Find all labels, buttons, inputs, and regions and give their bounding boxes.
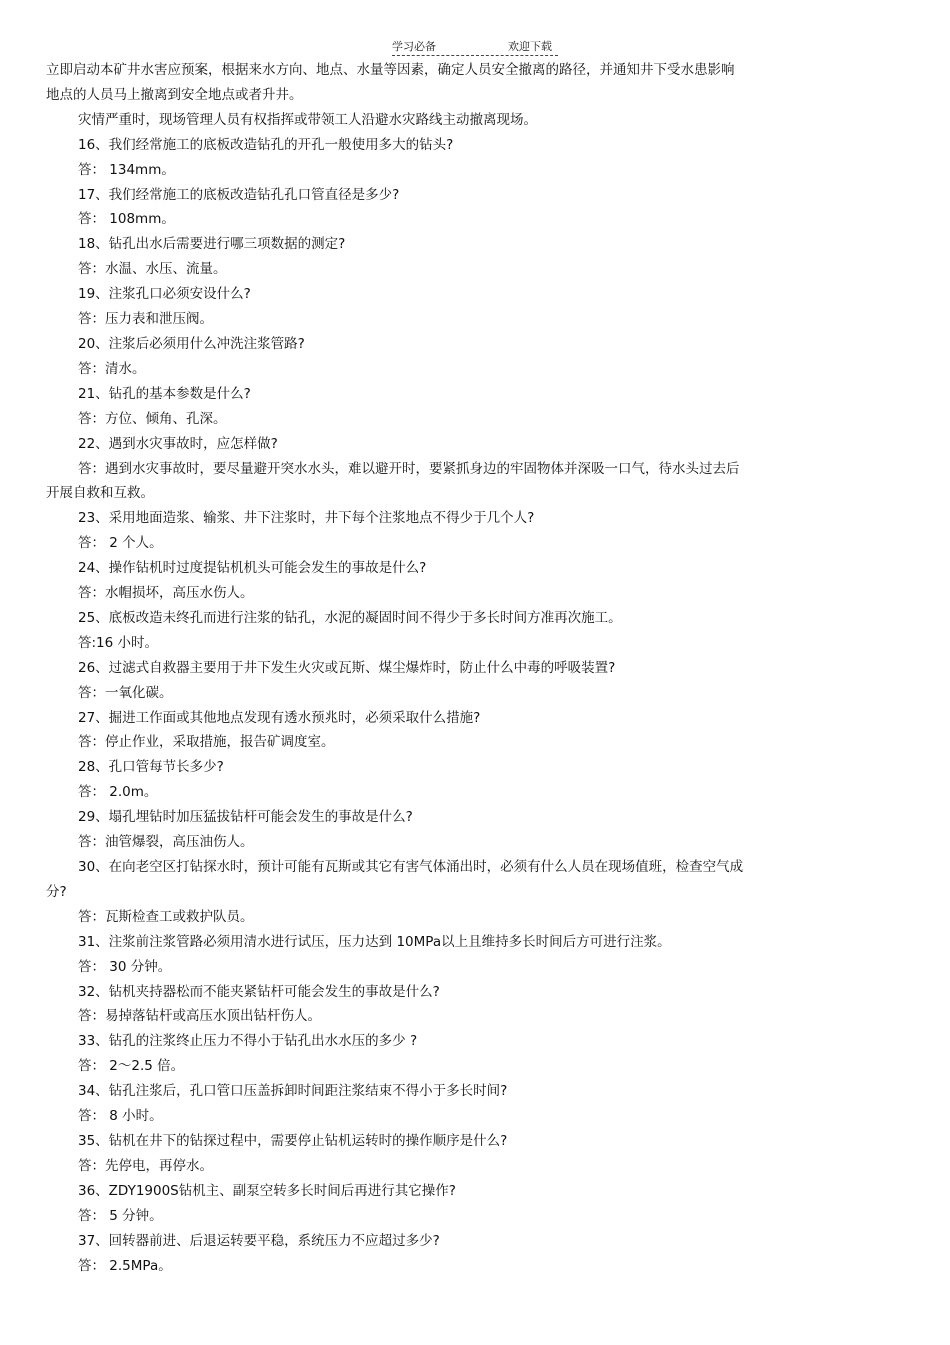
question-line: 18、钻孔出水后需要进行哪三项数据的测定? xyxy=(78,236,346,253)
answer-line: 答：一氧化碳。 xyxy=(78,684,173,701)
question-line: 29、塌孔埋钻时加压猛拔钻杆可能会发生的事故是什么? xyxy=(78,809,413,826)
question-line: 19、注浆孔口必须安设什么? xyxy=(78,286,251,303)
answer-line: 答：水温、水压、流量。 xyxy=(78,261,227,278)
question-line: 16、我们经常施工的底板改造钻孔的开孔一般使用多大的钻头? xyxy=(78,136,454,153)
answer-line: 答： 2～2.5 倍。 xyxy=(78,1058,185,1075)
question-line: 30、在向老空区打钻探水时，预计可能有瓦斯或其它有害气体涌出时，必须有什么人员在现场值班，检查空气成 xyxy=(78,859,744,875)
question-line: 17、我们经常施工的底板改造钻孔孔口管直径是多少? xyxy=(78,186,400,203)
text-line: 地点的人员马上撤离到安全地点或者升井。 xyxy=(46,86,303,103)
answer-line: 答： 2.0m。 xyxy=(78,784,158,801)
header-right-text: 欢迎下载 xyxy=(508,40,552,53)
answer-line: 答： 108mm。 xyxy=(78,211,175,228)
answer-line: 答：遇到水灾事故时，要尽量避开突水水头，难以避开时，要紧抓身边的牢固物体并深吸一口气，待水头过去后 xyxy=(78,460,740,477)
question-line: 21、钻孔的基本参数是什么? xyxy=(78,385,251,402)
answer-line: 答:16 小时。 xyxy=(78,634,159,651)
answer-line: 答：压力表和泄压阀。 xyxy=(78,311,213,328)
question-line-continued: 分? xyxy=(46,883,67,900)
question-line: 25、底板改造未终孔而进行注浆的钻孔，水泥的凝固时间不得少于多长时间方准再次施工。 xyxy=(78,609,622,626)
question-line: 22、遇到水灾事故时，应怎样做? xyxy=(78,435,278,452)
answer-line: 答： 5 分钟。 xyxy=(78,1207,163,1224)
answer-line: 答： 30 分钟。 xyxy=(78,958,172,975)
question-line: 26、过滤式自救器主要用于井下发生火灾或瓦斯、煤尘爆炸时，防止什么中毒的呼吸装置? xyxy=(78,659,616,676)
question-line: 28、孔口管每节长多少? xyxy=(78,759,224,776)
answer-line: 答：易掉落钻杆或高压水顶出钻杆伤人。 xyxy=(78,1008,321,1025)
answer-line: 答： 2 个人。 xyxy=(78,535,163,552)
text-line: 立即启动本矿井水害应预案，根据来水方向、地点、水量等因素，确定人员安全撤离的路径，并通知井下受水患影响 xyxy=(46,62,735,78)
text-line: 灾情严重时，现场管理人员有权指挥或带领工人沿避水灾路线主动撤离现场。 xyxy=(78,111,537,128)
answer-line: 答：清水。 xyxy=(78,360,146,377)
page-header xyxy=(392,40,562,56)
question-line: 32、钻机夹持器松而不能夹紧钻杆可能会发生的事故是什么? xyxy=(78,983,440,1000)
answer-line: 答： 8 小时。 xyxy=(78,1108,163,1125)
answer-line: 答： 134mm。 xyxy=(78,161,175,178)
answer-line: 答：方位、倾角、孔深。 xyxy=(78,410,227,427)
answer-line: 答：油管爆裂，高压油伤人。 xyxy=(78,834,254,851)
question-line: 24、操作钻机时过度提钻机机头可能会发生的事故是什么? xyxy=(78,560,427,577)
question-line: 27、掘进工作面或其他地点发现有透水预兆时，必须采取什么措施? xyxy=(78,709,481,726)
question-line: 35、钻机在井下的钻探过程中，需要停止钻机运转时的操作顺序是什么? xyxy=(78,1132,508,1149)
question-line: 36、ZDY1900S钻机主、副泵空转多长时间后再进行其它操作? xyxy=(78,1182,456,1199)
answer-line: 答：先停电，再停水。 xyxy=(78,1157,213,1174)
answer-line: 答：瓦斯检查工或救护队员。 xyxy=(78,908,254,925)
question-line: 33、钻孔的注浆终止压力不得小于钻孔出水水压的多少 ? xyxy=(78,1033,418,1050)
answer-line: 答：停止作业，采取措施，报告矿调度室。 xyxy=(78,734,335,751)
answer-line: 答： 2.5MPa。 xyxy=(78,1257,172,1274)
question-line: 34、钻孔注浆后，孔口管口压盖拆卸时间距注浆结束不得小于多长时间? xyxy=(78,1083,508,1100)
question-line: 20、注浆后必须用什么冲洗注浆管路? xyxy=(78,335,305,352)
header-divider xyxy=(392,55,558,56)
answer-line-continued: 开展自救和互救。 xyxy=(46,485,154,502)
question-line: 23、采用地面造浆、输浆、井下注浆时，井下每个注浆地点不得少于几个人? xyxy=(78,510,535,527)
answer-line: 答：水帽损坏，高压水伤人。 xyxy=(78,585,254,602)
document-body xyxy=(46,58,821,1278)
header-left-text: 学习必备 xyxy=(392,40,436,53)
question-line: 31、注浆前注浆管路必须用清水进行试压，压力达到 10MPa以上且维持多长时间后方可进行注浆。 xyxy=(78,933,671,950)
question-line: 37、回转器前进、后退运转要平稳，系统压力不应超过多少? xyxy=(78,1232,440,1249)
